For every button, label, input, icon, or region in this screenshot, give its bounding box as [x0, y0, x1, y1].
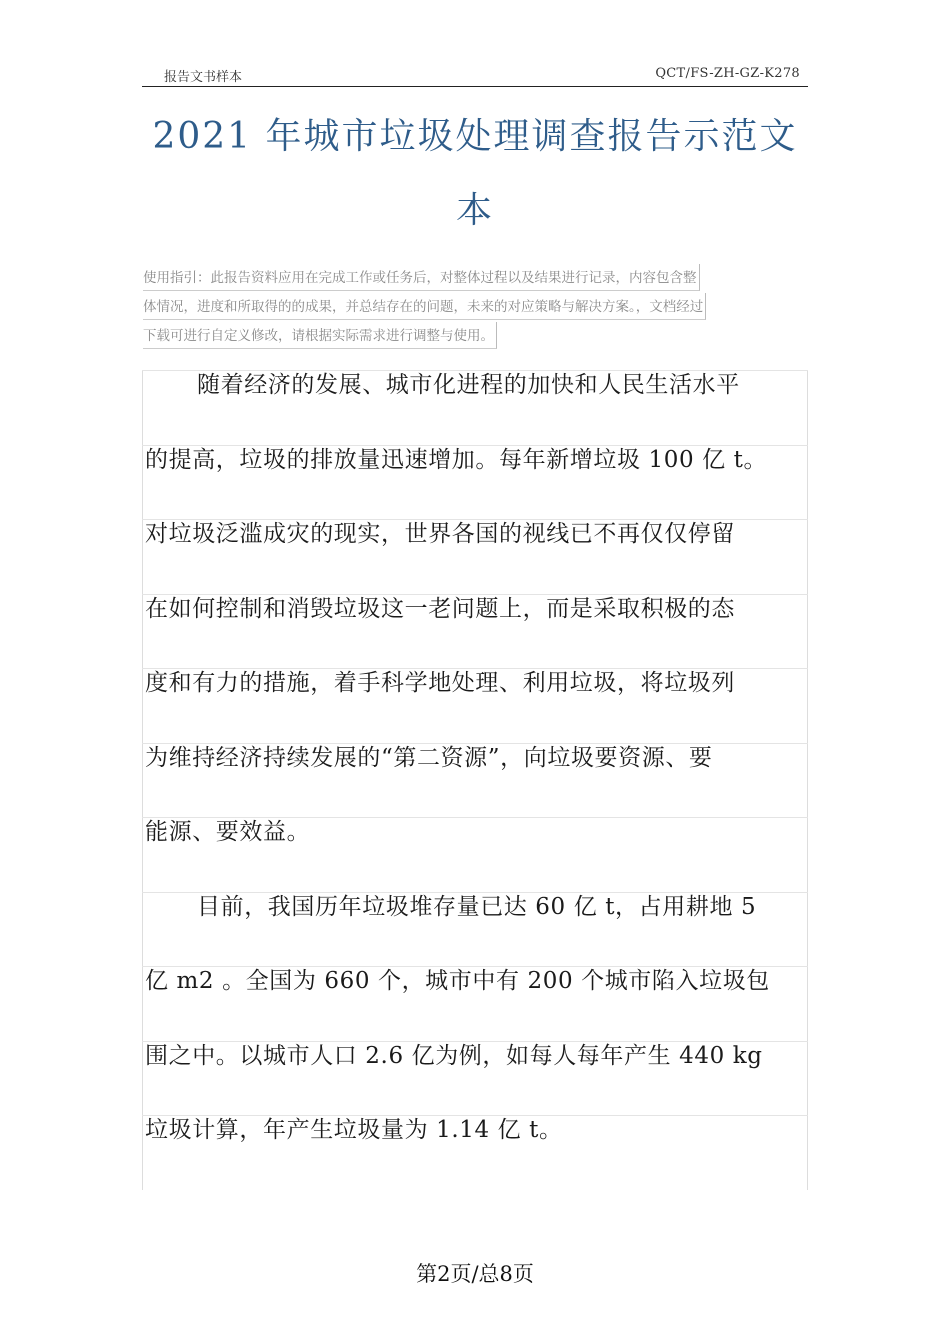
body-line: 对垃圾泛滥成灾的现实，世界各国的视线已不再仅仅停留	[142, 519, 808, 594]
page-number-footer: 第2页/总8页	[416, 1262, 534, 1286]
body-line: 的提高，垃圾的排放量迅速增加。每年新增垃圾 100 亿 t。	[142, 445, 808, 520]
body-line: 目前，我国历年垃圾堆存量已达 60 亿 t，占用耕地 5	[142, 892, 808, 967]
header-doc-type: 报告文书样本	[164, 70, 243, 85]
usage-guide	[143, 264, 811, 351]
title-line-2: 本	[455, 190, 494, 231]
body-line: 随着经济的发展、城市化进程的加快和人民生活水平	[142, 370, 808, 445]
body-text	[142, 370, 808, 1190]
body-line: 为维持经济持续发展的“第二资源”，向垃圾要资源、要	[142, 743, 808, 818]
body-line: 垃圾计算，年产生垃圾量为 1.14 亿 t。	[142, 1115, 808, 1190]
body-line: 围之中。以城市人口 2.6 亿为例，如每人每年产生 440 kg	[142, 1041, 808, 1116]
body-line: 亿 m2 。全国为 660 个，城市中有 200 个城市陷入垃圾包	[142, 966, 808, 1041]
page-header	[142, 66, 808, 87]
body-line: 度和有力的措施，着手科学地处理、利用垃圾，将垃圾列	[142, 668, 808, 743]
header-doc-code: QCT/FS-ZH-GZ-K278	[655, 66, 800, 81]
title-line-1: 2021 年城市垃圾处理调查报告示范文	[152, 116, 798, 157]
guide-line: 体情况，进度和所取得的的成果，并总结存在的问题，未来的对应策略与解决方案。，文档经过	[143, 293, 811, 322]
guide-line: 使用指引：此报告资料应用在完成工作或任务后，对整体过程以及结果进行记录，内容包含整	[143, 264, 811, 293]
document-title	[142, 100, 808, 248]
body-line: 在如何控制和消毁垃圾这一老问题上，而是采取积极的态	[142, 594, 808, 669]
body-line: 能源、要效益。	[142, 817, 808, 892]
guide-line: 下载可进行自定义修改，请根据实际需求进行调整与使用。	[143, 322, 811, 351]
